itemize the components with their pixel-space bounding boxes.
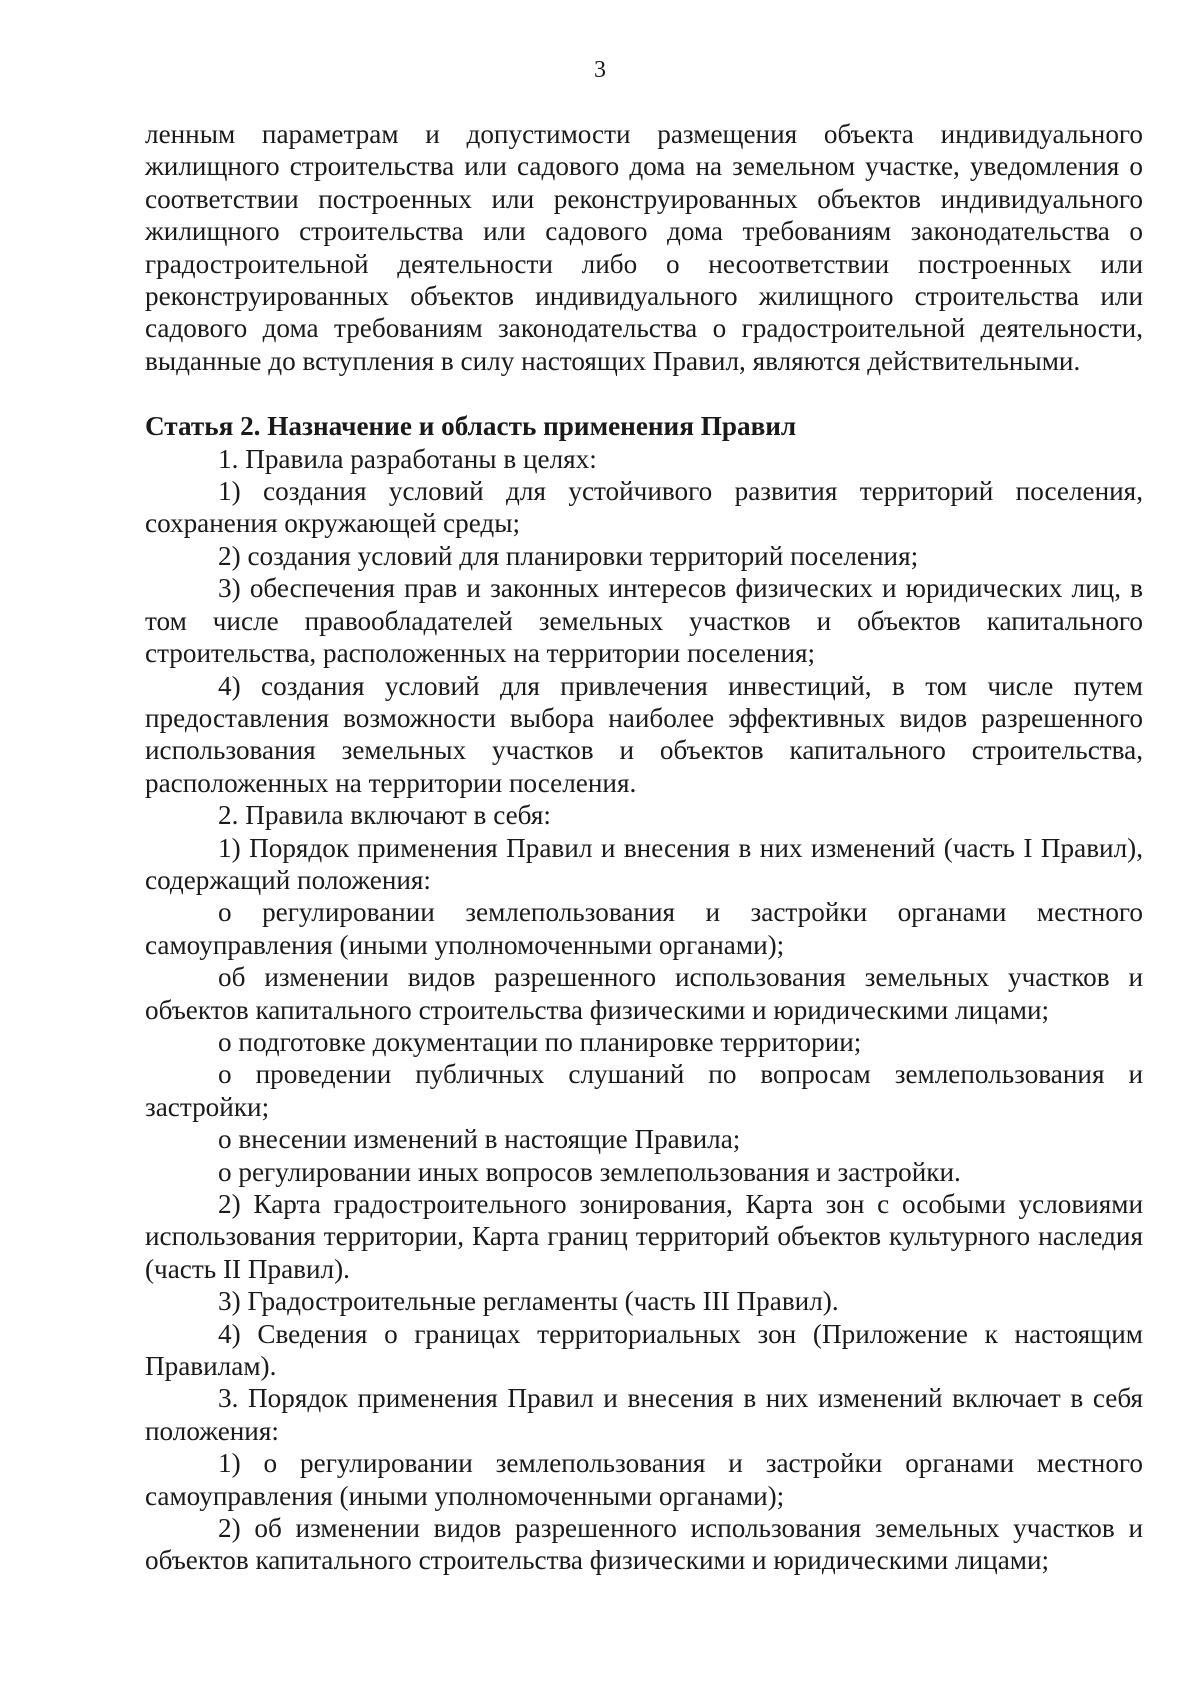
paragraph: 2) об изменении видов разрешенного использования земельных участков и объектов капитального строительства физическими и юридическими лицами; xyxy=(145,1513,1143,1576)
paragraph: 1. Правила разработаны в целях: xyxy=(218,443,597,474)
article-heading: Статья 2. Назначение и область применения Правил xyxy=(145,411,797,442)
paragraph: 3) Градостроительные регламенты (часть III Правил). xyxy=(218,1286,839,1317)
paragraph: 2) Карта градостроительного зонирования, Карта зон с особыми условиями использования территории, Карта границ территорий объектов культурного наследия (часть II Правил). xyxy=(145,1189,1143,1284)
page-number: 3 xyxy=(594,57,606,83)
paragraph: 1) Порядок применения Правил и внесения в них изменений (часть I Правил), содержащий положения: xyxy=(145,832,1143,895)
paragraph: 2) создания условий для планировки территорий поселения; xyxy=(218,540,919,571)
paragraph: 4) Сведения о границах территориальных зон (Приложение к настоящим Правилам). xyxy=(145,1318,1143,1382)
paragraph: о регулировании иных вопросов землепользования и застройки. xyxy=(218,1156,961,1187)
paragraph: 4) создания условий для привлечения инвестиций, в том числе путем предоставления возможности выбора наиболее эффективных видов разрешенного использования земельных участков и объектов капитального строительства, расположенных на территории поселения. xyxy=(145,670,1143,798)
paragraph: об изменении видов разрешенного использования земельных участков и объектов капитального строительства физическими и юридическими лицами; xyxy=(145,962,1143,1025)
paragraph: 1) создания условий для устойчивого развития территорий поселения, сохранения окружающей среды; xyxy=(145,476,1143,539)
paragraph: 2. Правила включают в себя: xyxy=(218,800,551,831)
paragraph: о внесении изменений в настоящие Правила; xyxy=(218,1124,741,1155)
paragraph: 3) обеспечения прав и законных интересов физических и юридических лиц, в том числе правообладателей земельных участков и объектов капитального строительства, расположенных на территории поселения; xyxy=(145,573,1143,669)
document-body xyxy=(145,118,1143,1577)
intro-paragraph: ленным параметрам и допустимости размещения объекта индивидуального жилищного строительства или садового дома на земельном участке, уведомления о соответствии построенных или реконструированных объектов индивидуального жилищного строительства или садового дома требованиям законодательства о градостроительной деятельности либо о несоответствии построенных или реконструированных объектов индивидуального жилищного строительства или садового дома требованиям законодательства о градостроительной деятельности, выданные до вступления в силу настоящих Правил, являются действительными. xyxy=(145,119,1143,376)
paragraph: о проведении публичных слушаний по вопросам землепользования и застройки; xyxy=(145,1059,1143,1122)
paragraph: 3. Порядок применения Правил и внесения в них изменений включает в себя положения: xyxy=(145,1383,1143,1446)
paragraph: о регулировании землепользования и застройки органами местного самоуправления (иными уполномоченными органами); xyxy=(145,897,1143,960)
paragraph: о подготовке документации по планировке территории; xyxy=(218,1026,862,1057)
paragraph: 1) о регулировании землепользования и застройки органами местного самоуправления (иными уполномоченными органами); xyxy=(145,1448,1143,1511)
